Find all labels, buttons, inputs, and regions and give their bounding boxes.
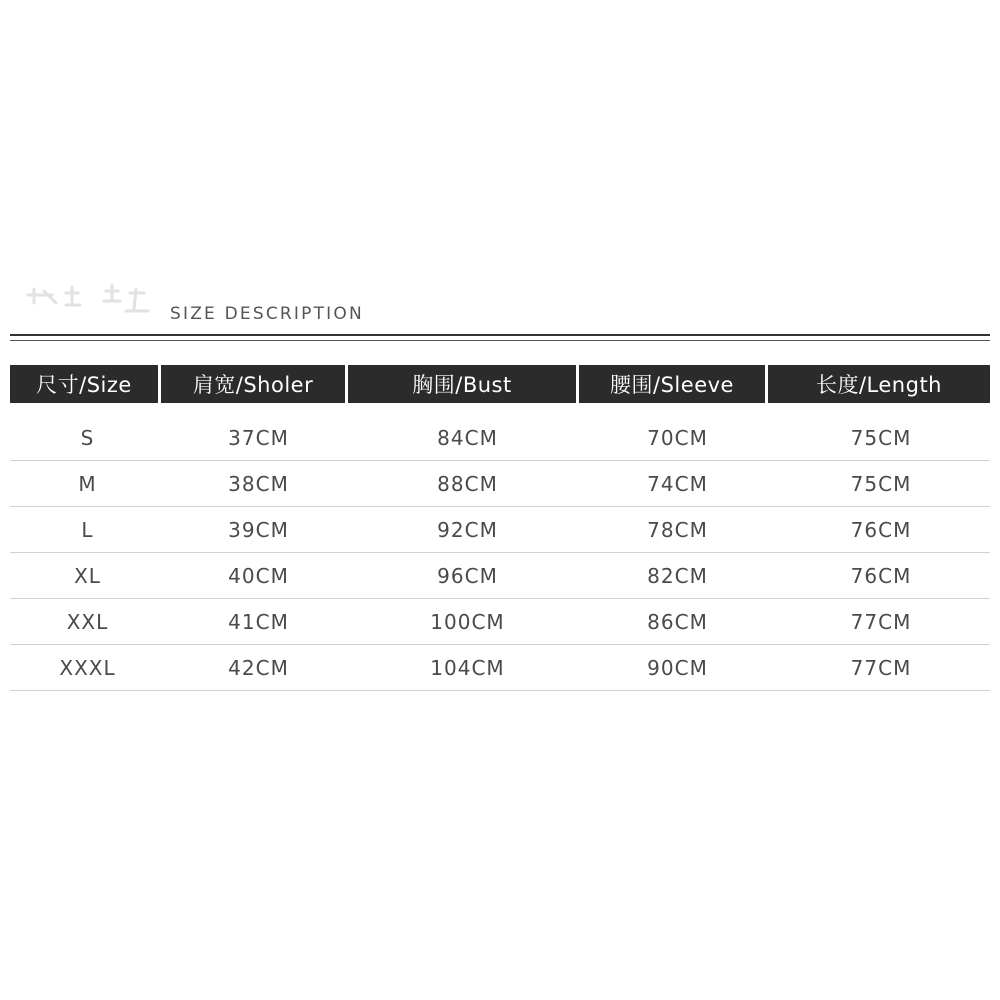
- cell-length: 75CM: [850, 425, 912, 450]
- cell-shoulder: 42CM: [228, 655, 289, 680]
- header-shoulder: 肩宽/Sholer: [161, 365, 345, 403]
- cell-size: L: [81, 517, 94, 542]
- cell-length: 77CM: [850, 609, 912, 634]
- cell-size: XXXL: [59, 655, 116, 680]
- cell-bust: 96CM: [437, 563, 498, 588]
- size-table: [10, 365, 990, 691]
- table-row: [10, 415, 990, 461]
- title-rule-thin: [10, 340, 990, 341]
- cell-length: 77CM: [850, 655, 912, 680]
- cell-shoulder: 40CM: [228, 563, 289, 588]
- cell-shoulder: 37CM: [228, 425, 289, 450]
- table-row: [10, 599, 990, 645]
- cell-shoulder: 41CM: [228, 609, 289, 634]
- cell-size: XXL: [66, 609, 109, 634]
- table-row: [10, 553, 990, 599]
- header-length: 长度/Length: [768, 365, 990, 403]
- cell-bust: 92CM: [437, 517, 498, 542]
- table-row: [10, 507, 990, 553]
- cell-sleeve: 78CM: [647, 517, 708, 542]
- cell-sleeve: 74CM: [647, 471, 708, 496]
- header-bust: 胸围/Bust: [348, 365, 576, 403]
- cell-shoulder: 38CM: [228, 471, 289, 496]
- cell-size: XL: [74, 563, 101, 588]
- cell-bust: 100CM: [430, 609, 505, 634]
- cell-bust: 84CM: [437, 425, 498, 450]
- cell-size: S: [80, 425, 95, 450]
- cell-sleeve: 86CM: [647, 609, 708, 634]
- faint-logo-graphic: [22, 281, 152, 321]
- cell-sleeve: 90CM: [647, 655, 708, 680]
- header-sleeve: 腰围/Sleeve: [579, 365, 765, 403]
- section-title: SIZE DESCRIPTION: [170, 304, 364, 324]
- cell-bust: 104CM: [430, 655, 505, 680]
- table-row: [10, 645, 990, 691]
- cell-length: 76CM: [850, 517, 912, 542]
- cell-sleeve: 70CM: [647, 425, 708, 450]
- cell-bust: 88CM: [437, 471, 498, 496]
- header-size: 尺寸/Size: [10, 365, 158, 403]
- cell-sleeve: 82CM: [647, 563, 708, 588]
- cell-length: 75CM: [850, 471, 912, 496]
- title-rule-thick: [10, 334, 990, 336]
- cell-shoulder: 39CM: [228, 517, 289, 542]
- cell-size: M: [78, 471, 97, 496]
- cell-length: 76CM: [850, 563, 912, 588]
- table-row: [10, 461, 990, 507]
- table-header-row: [10, 365, 990, 403]
